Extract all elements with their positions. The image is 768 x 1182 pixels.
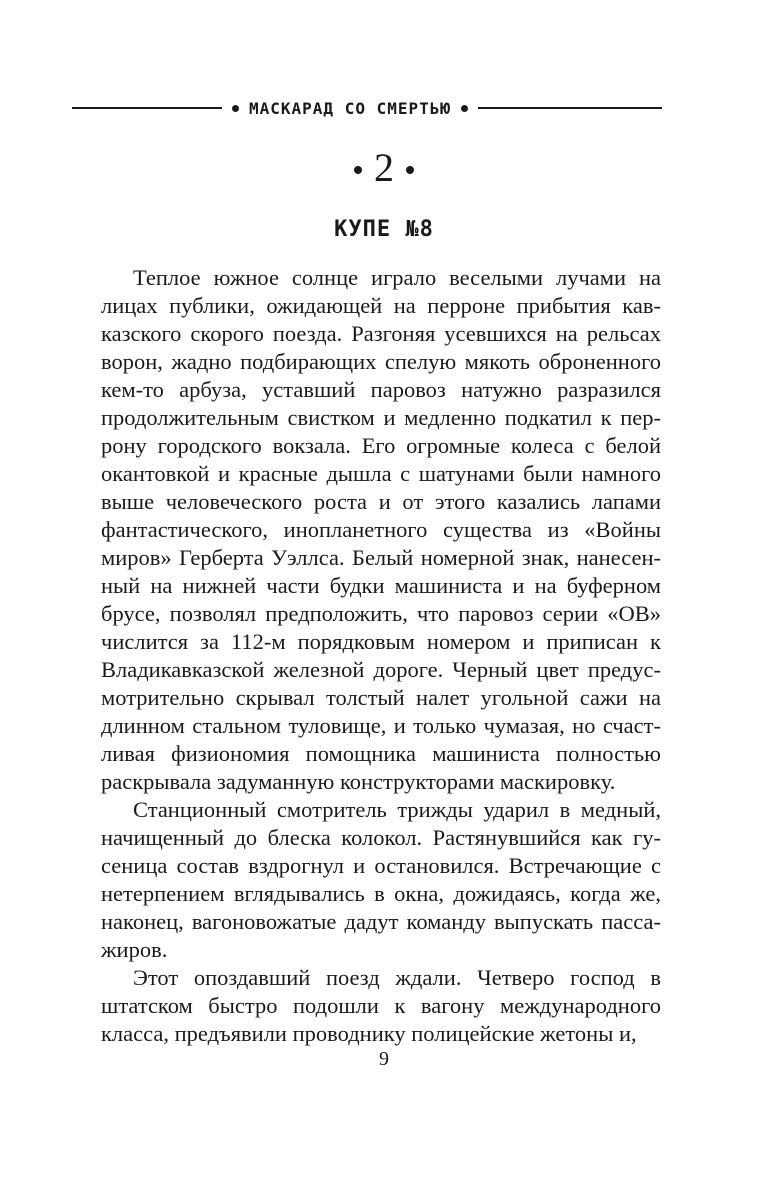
- bullet-left-icon: [354, 166, 362, 174]
- body-text: [101, 264, 661, 1048]
- chapter-number: 2: [374, 145, 394, 190]
- running-head: [72, 96, 662, 120]
- left-dot-ornament: [232, 105, 239, 112]
- running-head-title: МАСКАРАД СО СМЕРТЬЮ: [249, 98, 452, 118]
- right-dot-ornament: [461, 105, 468, 112]
- chapter-title: КУПЕ №8: [334, 217, 434, 242]
- page-number: 9: [379, 1048, 389, 1070]
- left-rule: [72, 107, 222, 109]
- bullet-right-icon: [406, 166, 414, 174]
- paragraph: Теплое южное солнце играло веселыми лучами на лицах публики, ожидающей на перроне прибытия кавказского скорого поезда. Разгоняя усевшихся на рельсах ворон, жадно подбирающих спелую мякоть оброненного кем-то арбуза, уставший паровоз натужно разразился продолжительным свистком и медленно подкатил к перрону городского вокзала. Его огромные колеса с белой окантовкой и красные дышла с шатунами были намного выше человеческого роста и от этого казались лапами фантастического, инопланетного существа из «Войны миров» Герберта Уэллса. Белый номерной знак, нанесенный на нижней части будки машиниста и на буферном брусе, позволял предположить, что паровоз серии «ОВ» числится за 112-м порядковым номером и приписан к Владикавказской железной дороге. Черный цвет предусмотрительно скрывал толстый налет угольной сажи на длинном стальном туловище, и только чумазая, но счастливая физиономия помощника машиниста полностью раскрывала задуманную конструкторами маскировку.: [101, 265, 661, 794]
- right-rule: [478, 107, 662, 109]
- paragraph: Станционный смотритель трижды ударил в медный, начищенный до блеска колокол. Растянувшийся как гусеница состав вздрогнул и остановился. Встречающие с нетерпением вглядывались в окна, дожидаясь, когда же, наконец, вагоновожатые дадут команду выпускать пассажиров.: [101, 797, 661, 962]
- paragraph: Этот опоздавший поезд ждали. Четверо господ в штатском быстро подошли к вагону международного класса, предъявили проводнику полицейские жетоны и,: [101, 965, 661, 1046]
- chapter-number-block: [0, 145, 768, 190]
